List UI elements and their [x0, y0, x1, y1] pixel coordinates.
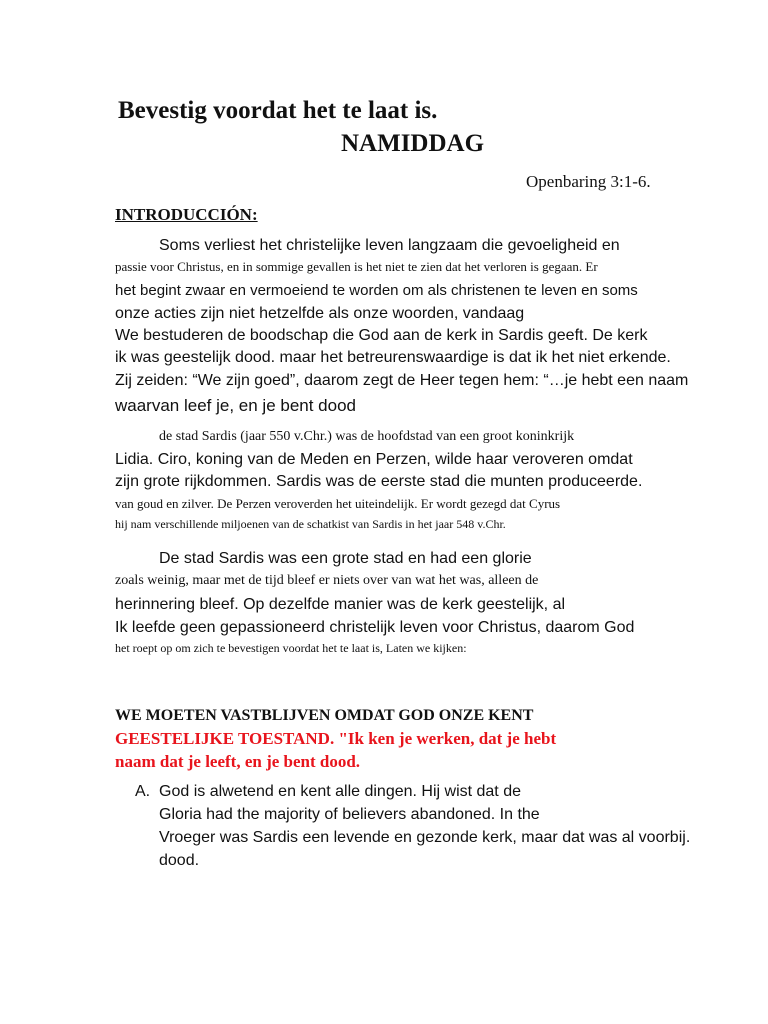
text-line: onze acties zijn niet hetzelfde als onze woorden, vandaag [115, 305, 525, 322]
text-line: We bestuderen de boodschap die God aan de kerk in Sardis geeft. De kerk [115, 327, 648, 344]
text-line: Lidia. Ciro, koning van de Meden en Perzen, wilde haar veroveren omdat [115, 451, 633, 468]
text-line: zijn grote rijkdommen. Sardis was de eerste stad die munten produceerde. [115, 473, 643, 490]
text-line: waarvan leef je, en je bent dood [115, 396, 357, 415]
text-line: ik was geestelijk dood. maar het betreurenswaardige is dat ik het niet erkende. [115, 349, 671, 366]
section-heading: WE MOETEN VASTBLIJVEN OMDAT GOD ONZE KENT [115, 707, 534, 724]
section-heading-red-line-1: GEESTELIJKE TOESTAND. "Ik ken je werken, dat je hebt [115, 729, 557, 748]
text-line: zoals weinig, maar met de tijd bleef er niets over van wat het was, alleen de [115, 573, 539, 588]
text-line: God is alwetend en kent alle dingen. Hij wist dat de [159, 783, 521, 800]
document-subtitle: NAMIDDAG [341, 130, 485, 157]
section-heading-red-line-2: naam dat je leeft, en je bent dood. [115, 752, 361, 771]
intro-heading: INTRODUCCIÓN: [115, 205, 258, 224]
scripture-reference: Openbaring 3:1-6. [526, 172, 651, 191]
text-line: van goud en zilver. De Perzen veroverden het uiteindelijk. Er wordt gezegd dat Cyrus [115, 496, 561, 511]
text-line: Vroeger was Sardis een levende en gezonde kerk, maar dat was al voorbij. [159, 829, 691, 846]
document-title: Bevestig voordat het te laat is. [118, 97, 438, 124]
text-line: Gloria had the majority of believers abandoned. In the [159, 806, 540, 823]
text-line: Ik leefde geen gepassioneerd christelijk leven voor Christus, daarom God [115, 619, 635, 636]
text-line: dood. [159, 852, 200, 869]
text-line: herinnering bleef. Op dezelfde manier was de kerk geestelijk, al [115, 596, 566, 613]
text-line: het roept op om zich te bevestigen voordat het te laat is, Laten we kijken: [115, 641, 467, 655]
text-line: Soms verliest het christelijke leven langzaam die gevoeligheid en [159, 237, 620, 254]
text-line: passie voor Christus, en in sommige gevallen is het niet te zien dat het verloren is gegaan. Er [115, 259, 598, 274]
text-line: de stad Sardis (jaar 550 v.Chr.) was de hoofdstad van een groot koninkrijk [159, 429, 575, 444]
list-marker: A. [135, 783, 151, 800]
text-line: het begint zwaar en vermoeiend te worden om als christenen te leven en soms [115, 282, 638, 299]
text-line: hij nam verschillende miljoenen van de schatkist van Sardis in het jaar 548 v.Chr. [115, 517, 506, 531]
text-line: Zij zeiden: “We zijn goed”, daarom zegt de Heer tegen hem: “…je hebt een naam [115, 372, 689, 389]
text-line: De stad Sardis was een grote stad en had een glorie [159, 550, 532, 567]
